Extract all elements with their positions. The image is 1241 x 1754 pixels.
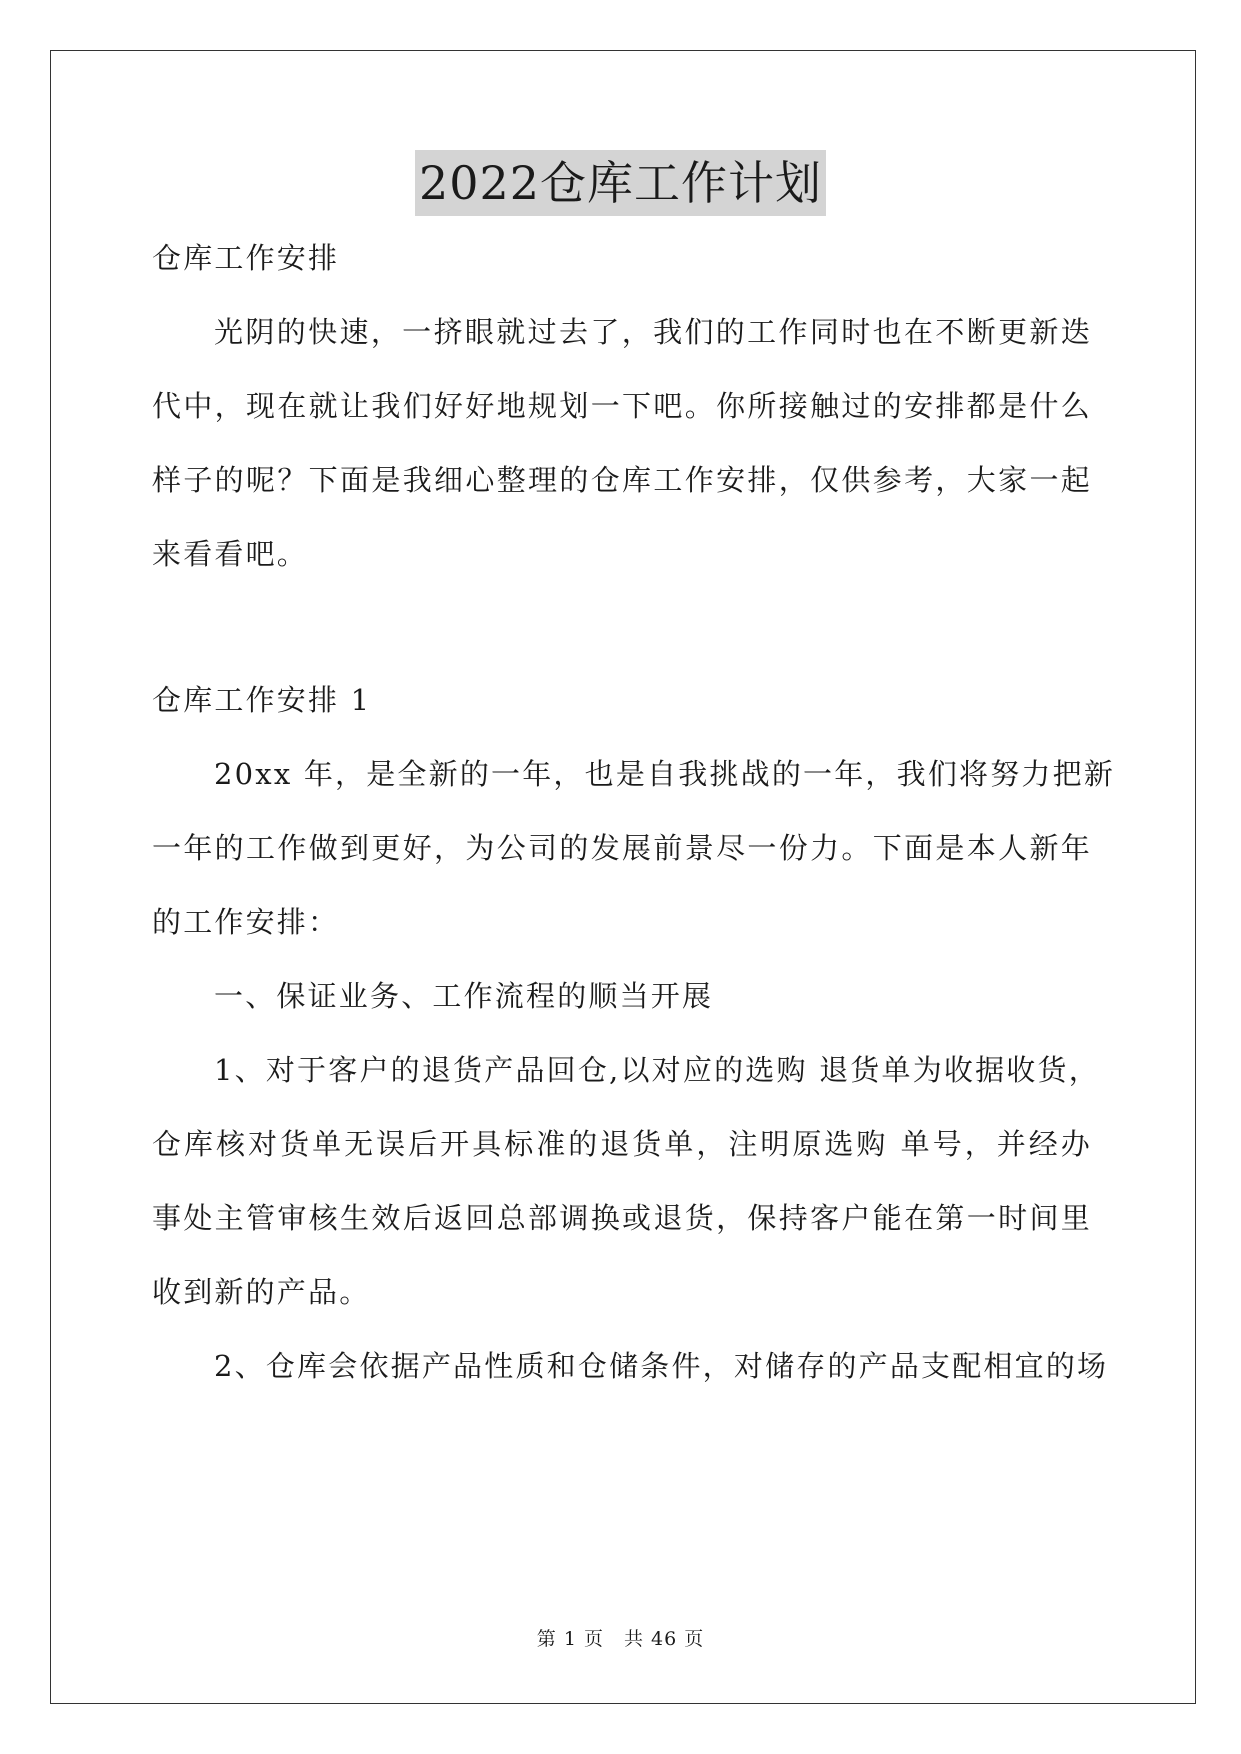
page-footer xyxy=(0,1626,1241,1652)
paragraph-line: 的工作安排： xyxy=(152,905,340,939)
document-title-container xyxy=(0,150,1241,216)
document-title: 2022仓库工作计划 xyxy=(415,150,826,216)
total-pages: 共 46 页 xyxy=(623,1628,705,1650)
paragraph-line: 一年的工作做到更好，为公司的发展前景尽一份力。下面是本人新年 xyxy=(152,831,1092,865)
section-heading: 仓库工作安排 1 xyxy=(152,683,372,717)
paragraph-line: 1、对于客户的退货产品回仓,以对应的选购 退货单为收据收货， xyxy=(214,1053,1100,1087)
paragraph-line: 20xx 年，是全新的一年，也是自我挑战的一年，我们将努力把新 xyxy=(214,757,1116,791)
paragraph-line: 事处主管审核生效后返回总部调换或退货，保持客户能在第一时间里 xyxy=(152,1201,1092,1235)
paragraph-line: 代中，现在就让我们好好地规划一下吧。你所接触过的安排都是什么 xyxy=(152,389,1092,423)
paragraph-line: 2、仓库会依据产品性质和仓储条件，对储存的产品支配相宜的场 xyxy=(214,1349,1109,1383)
paragraph-line: 样子的呢？下面是我细心整理的仓库工作安排，仅供参考，大家一起 xyxy=(152,463,1092,497)
section-heading: 仓库工作安排 xyxy=(152,241,340,275)
paragraph-line: 来看看吧。 xyxy=(152,537,309,571)
paragraph-line: 仓库核对货单无误后开具标准的退货单，注明原选购 单号，并经办 xyxy=(152,1127,1092,1161)
paragraph-line: 收到新的产品。 xyxy=(152,1275,371,1309)
page-number: 第 1 页 xyxy=(536,1628,604,1650)
paragraph-line: 光阴的快速，一挤眼就过去了，我们的工作同时也在不断更新迭 xyxy=(214,315,1092,349)
page-border xyxy=(50,50,1196,1704)
subheading: 一、保证业务、工作流程的顺当开展 xyxy=(214,979,714,1013)
